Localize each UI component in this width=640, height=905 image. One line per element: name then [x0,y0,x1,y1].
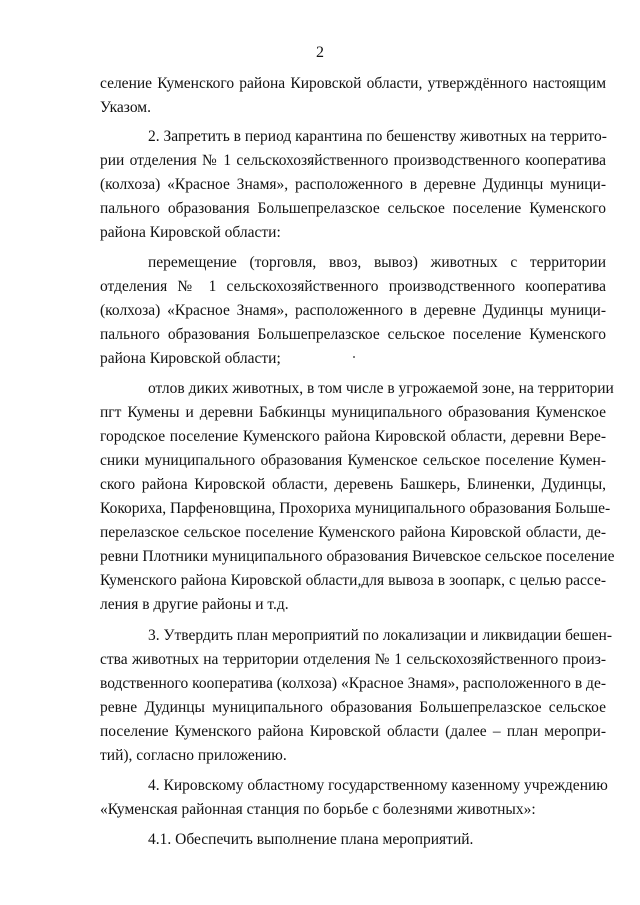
text-line: ского района Кировской области, деревень Башкерь, Блиненки, Дудинцы, [100,476,606,493]
text-line: поселение Куменского района Кировской области (далее – план меропри- [100,723,606,740]
text-line: района Кировской области; [100,350,281,367]
text-line: тий), согласно приложению. [100,747,287,764]
text-line: селение Куменского района Кировской области, утверждённого настоящим [100,75,606,92]
text-line: (колхоза) «Красное Знамя», расположенного в деревне Дудинцы муници- [100,302,606,319]
text-line: Куменского района Кировской области,для вывоза в зоопарк, с целью рассе- [100,572,606,589]
text-line: ревни Плотники муниципального образования Вичевское сельское поселение [100,548,615,565]
page-number: 2 [316,44,324,61]
text-line: (колхоза) «Красное Знамя», расположенного в деревне Дудинцы муници- [100,176,606,193]
text-line: пального образования Большепрелазское сельское поселение Куменского [100,326,606,343]
text-line: «Куменская районная станция по борьбе с болезнями животных»: [100,801,536,818]
text-line: Указом. [100,99,151,116]
text-line: пгт Кумены и деревни Бабкинцы муниципального образования Куменское [100,404,606,421]
text-line: сники муниципального образования Куменское сельское поселение Кумен- [100,452,606,469]
text-line: пального образования Большепрелазское сельское поселение Куменского [100,200,606,217]
text-line: Кокориха, Парфеновщина, Прохориха муниципального образования Больше- [100,500,611,517]
paragraph-2-line: 2. Запретить в период карантина по бешенству животных на террито- [148,128,607,145]
text-line: ревне Дудинцы муниципального образования Большепрелазское сельское [100,699,606,716]
text-line: ления в другие районы и т.д. [100,596,289,613]
paragraph-3-line: 3. Утвердить план мероприятий по локализации и ликвидации бешен- [148,627,612,644]
paragraph-4-line: 4. Кировскому областному государственному казенному учреждению [148,777,608,794]
text-line: отлов диких животных, в том числе в угрожаемой зоне, на территории [148,380,614,397]
text-line: рии отделения № 1 сельскохозяйственного производственного кооператива [100,152,606,169]
text-line: перемещение (торговля, ввоз, вывоз) животных с территории [148,254,606,271]
text-line: ства животных на территории отделения № 1 сельскохозяйственного произ- [100,651,606,668]
scan-speck [353,356,355,358]
paragraph-4-1-line: 4.1. Обеспечить выполнение плана мероприятий. [148,831,474,848]
text-line: перелазское сельское поселение Куменского района Кировской области, де- [100,524,606,541]
text-line: района Кировской области: [100,224,281,241]
text-line: водственного кооператива (колхоза) «Красное Знамя», расположенного в де- [100,675,606,692]
text-line: городское поселение Куменского района Кировской области, деревни Вере- [100,428,606,445]
text-line: отделения № 1 сельскохозяйственного производственного кооператива [100,278,606,295]
